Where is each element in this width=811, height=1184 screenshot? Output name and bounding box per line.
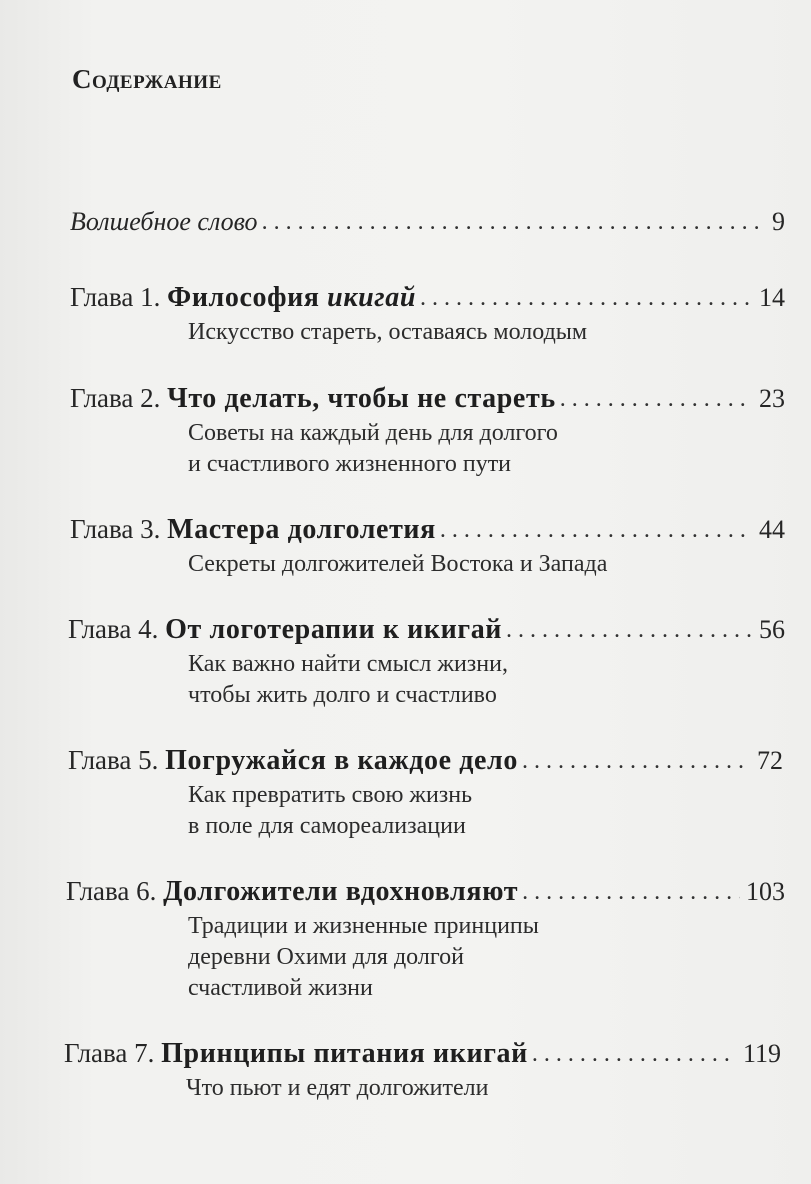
dot-leader [560, 383, 753, 415]
chapter-title: От логотерапии к икигай [165, 614, 503, 645]
dot-leader [440, 514, 753, 546]
chapter-title-italic: икигай [327, 282, 417, 313]
chapter-title: Принципы питания икигай [161, 1038, 528, 1069]
page-number: 23 [759, 384, 785, 413]
toc-entry-chapter-5[interactable] [0, 744, 811, 842]
chapter-subtitle: Что пьют и едят долгожители [186, 1075, 489, 1101]
chapter-subtitle: Искусство стареть, оставаясь молодым [188, 319, 588, 345]
chapter-title: Что делать, чтобы не стареть [167, 383, 556, 414]
chapter-subtitle: Традиции и жизненные принципы деревни Охими для долгой счастливой жизни [188, 913, 539, 1001]
toc-entry-chapter-3[interactable] [0, 513, 811, 580]
toc-entry-chapter-7[interactable] [0, 1037, 811, 1104]
chapter-label: Глава 1. [70, 282, 161, 312]
dot-leader [522, 745, 751, 777]
dot-leader [522, 876, 740, 908]
chapter-label: Глава 2. [70, 383, 161, 413]
chapter-title: Долгожители вдохновляют [163, 876, 519, 907]
toc-entry-intro[interactable] [0, 206, 811, 239]
page-number: 72 [757, 746, 783, 775]
chapter-subtitle: Секреты долгожителей Востока и Запада [188, 551, 608, 577]
page-number: 103 [746, 877, 785, 906]
dot-leader [532, 1038, 737, 1070]
page-number: 44 [759, 515, 785, 544]
page-number: 14 [759, 283, 785, 312]
chapter-subtitle: Как превратить свою жизнь в поле для самореализации [188, 782, 473, 839]
dot-leader [506, 614, 753, 646]
chapter-label: Глава 3. [70, 514, 161, 544]
chapter-title: Мастера долголетия [167, 514, 436, 545]
chapter-label: Глава 4. [68, 614, 159, 644]
page-number: 56 [759, 615, 785, 644]
chapter-title: Философия икигай [167, 282, 417, 313]
chapter-label: Глава 5. [68, 745, 159, 775]
dot-leader [262, 206, 766, 238]
page-number: 9 [772, 207, 785, 236]
chapter-subtitle: Как важно найти смысл жизни, чтобы жить долго и счастливо [188, 651, 508, 708]
chapter-title: Погружайся в каждое дело [165, 745, 518, 776]
chapter-label: Глава 6. [66, 876, 157, 906]
toc-entry-chapter-6[interactable] [0, 875, 811, 1004]
toc-heading: Содержание [72, 64, 222, 94]
toc-entry-chapter-2[interactable] [0, 382, 811, 480]
toc-entry-chapter-1[interactable] [0, 281, 811, 348]
dot-leader [420, 282, 753, 314]
page-number: 119 [742, 1039, 781, 1068]
toc-entry-chapter-4[interactable] [0, 613, 811, 711]
intro-title: Волшебное слово [70, 207, 258, 236]
chapter-subtitle: Советы на каждый день для долгого и счастливого жизненного пути [188, 420, 558, 477]
chapter-label: Глава 7. [64, 1038, 155, 1068]
